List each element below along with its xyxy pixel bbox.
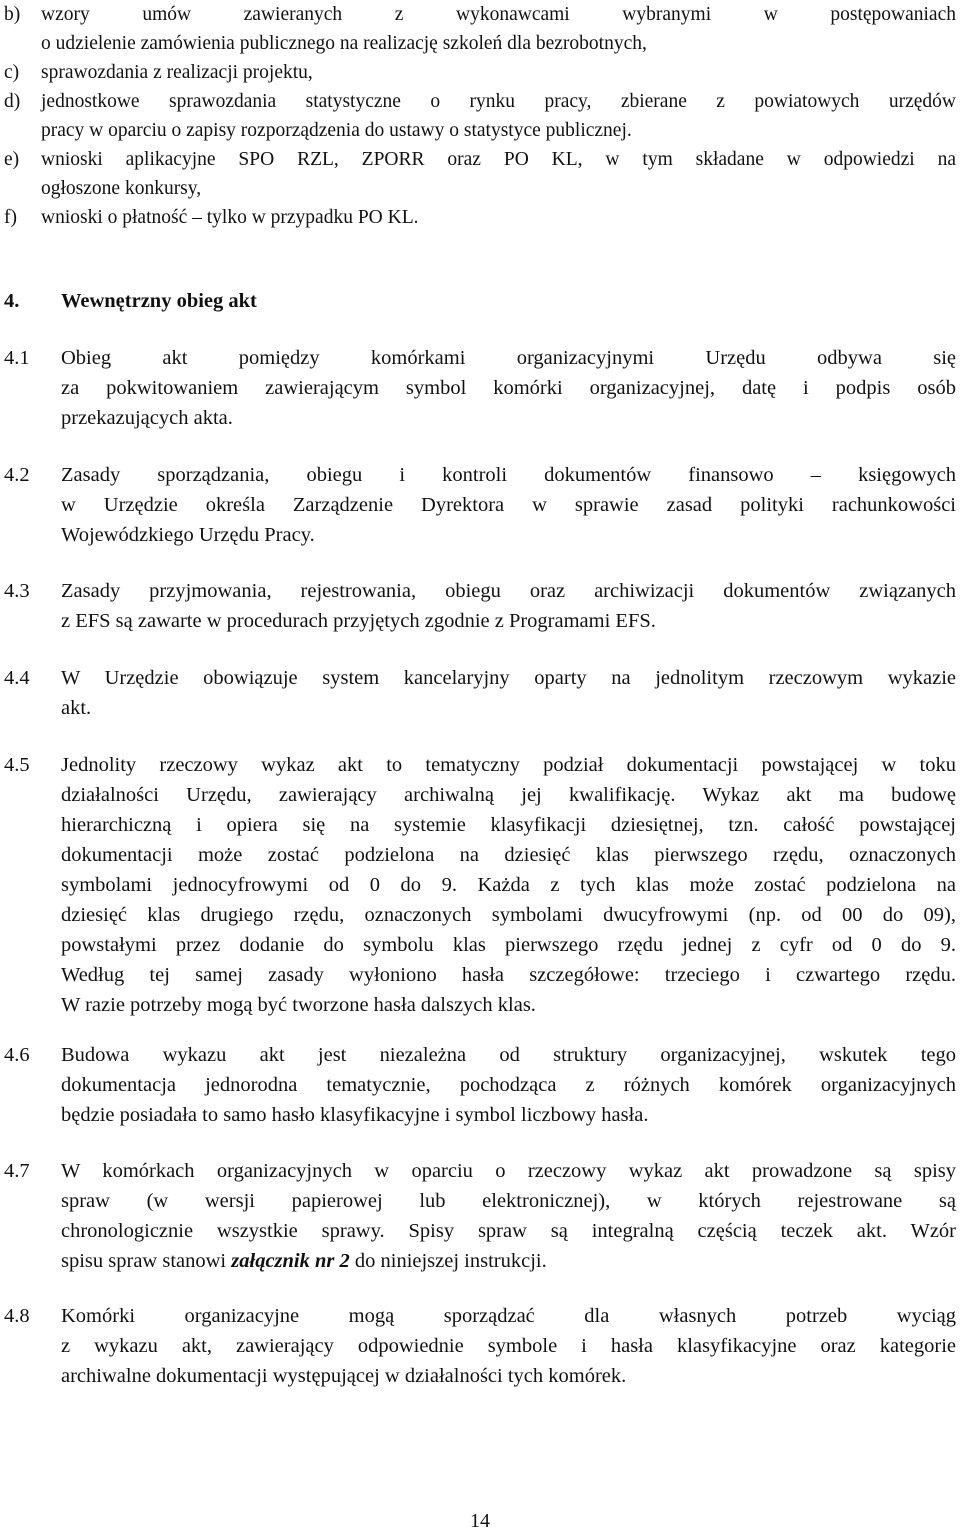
list-text-line: o udzielenie zamówienia publicznego na realizację szkoleń dla bezrobotnych, [41,33,647,54]
list-label: b) [4,4,21,25]
attachment-reference: załącznik nr 2 [231,1250,350,1272]
section-heading [4,287,257,316]
section-line: hierarchiczną i opiera się na systemie klasyfikacji dziesiętnej, tzn. całość powstającej [61,814,956,836]
lettered-list [4,0,956,232]
section-number: 4.1 [4,347,30,369]
section-line: Zasady sporządzania, obiegu i kontroli dokumentów finansowo – księgowych [61,464,956,486]
section-line: akt. [61,697,92,719]
list-label: c) [4,62,20,83]
section-line: W razie potrzeby mogą być tworzone hasła dalszych klas. [61,994,536,1016]
section-line: będzie posiadała to samo hasło klasyfikacyjne i symbol liczbowy hasła. [61,1104,649,1126]
list-label: f) [4,207,17,228]
list-label: e) [4,149,20,170]
section-heading-title: Wewnętrzny obieg akt [61,290,257,312]
list-item-f [4,203,956,232]
list-item-d [4,87,956,145]
section-line: archiwalne dokumentacji występującej w działalności tych komórek. [61,1365,627,1387]
section-line: dziesięć klas drugiego rzędu, oznaczonych symbolami dwucyfrowymi (np. od 00 do 09), [61,904,956,926]
section-4-5 [4,750,956,1020]
section-line: W Urzędzie obowiązuje system kancelaryjny oparty na jednolitym rzeczowym wykazie [61,667,956,689]
section-4-2 [4,460,956,550]
list-text-line: wnioski aplikacyjne SPO RZL, ZPORR oraz PO KL, w tym składane w odpowiedzi na [41,149,956,170]
list-text-line: jednostkowe sprawozdania statystyczne o rynku pracy, zbierane z powiatowych urzędów [41,91,956,112]
section-heading-number: 4. [4,290,20,312]
section-4-1 [4,343,956,433]
section-line: działalności Urzędu, zawierający archiwalną jej kwalifikację. Wykaz akt ma budowę [61,784,956,806]
list-text-line: sprawozdania z realizacji projektu, [41,62,313,83]
list-text-line: wnioski o płatność – tylko w przypadku PO KL. [41,207,419,228]
section-line: W komórkach organizacyjnych w oparciu o rzeczowy wykaz akt prowadzone są spisy [61,1160,956,1182]
section-line: Zasady przyjmowania, rejestrowania, obiegu oraz archiwizacji dokumentów związanych [61,580,956,602]
section-line: za pokwitowaniem zawierającym symbol komórki organizacyjnej, datę i podpis osób [61,377,956,399]
list-text-line: pracy w oparciu o zapisy rozporządzenia do ustawy o statystyce publicznej. [41,120,632,141]
section-line: symbolami jednocyfrowymi od 0 do 9. Każda z tych klas może zostać podzielona na [61,874,956,896]
section-number: 4.2 [4,464,30,486]
section-line [61,1246,956,1276]
section-number: 4.5 [4,754,30,776]
section-line: Obieg akt pomiędzy komórkami organizacyjnymi Urzędu odbywa się [61,347,956,369]
section-number: 4.7 [4,1160,30,1182]
section-4-6 [4,1040,956,1130]
section-line: powstałymi przez dodanie do symbolu klas pierwszego rzędu jednej z cyfr od 0 do 9. [61,934,956,956]
section-4-8 [4,1301,956,1391]
section-line: Wojewódzkiego Urzędu Pracy. [61,524,315,546]
list-text-line: ogłoszone konkursy, [41,178,202,199]
section-number: 4.6 [4,1044,30,1066]
section-line: dokumentacja jednorodna tematycznie, pochodząca z różnych komórek organizacyjnych [61,1074,956,1096]
section-number: 4.8 [4,1305,30,1327]
list-item-e [4,145,956,203]
section-4-4 [4,663,956,723]
section-4-3 [4,576,956,636]
list-label: d) [4,91,21,112]
section-line: dokumentacji może zostać podzielona na dziesięć klas pierwszego rzędu, oznaczonych [61,844,956,866]
page-number: 14 [470,1510,490,1532]
section-line: z wykazu akt, zawierający odpowiednie symbole i hasła klasyfikacyjne oraz kategorie [61,1335,956,1357]
list-item-c [4,58,956,87]
section-line: z EFS są zawarte w procedurach przyjętych zgodnie z Programami EFS. [61,610,656,632]
section-number: 4.3 [4,580,30,602]
list-item-b [4,0,956,58]
section-4-7 [4,1156,956,1276]
section-line: przekazujących akta. [61,407,233,429]
section-line-suffix: do niniejszej instrukcji. [349,1250,547,1272]
section-line: w Urzędzie określa Zarządzenie Dyrektora w sprawie zasad polityki rachunkowości [61,494,956,516]
section-line: Według tej samej zasady wyłoniono hasła szczegółowe: trzeciego i czwartego rzędu. [61,964,956,986]
section-number: 4.4 [4,667,30,689]
list-text-line: wzory umów zawieranych z wykonawcami wybranymi w postępowaniach [41,4,956,25]
section-line: Jednolity rzeczowy wykaz akt to tematyczny podział dokumentacji powstającej w toku [61,754,956,776]
section-line: Budowa wykazu akt jest niezależna od struktury organizacyjnej, wskutek tego [61,1044,956,1066]
section-line: Komórki organizacyjne mogą sporządzać dla własnych potrzeb wyciąg [61,1305,956,1327]
section-line: chronologicznie wszystkie sprawy. Spisy spraw są integralną częścią teczek akt. Wzór [61,1220,956,1242]
section-line-prefix: spisu spraw stanowi [61,1250,232,1272]
section-line: spraw (w wersji papierowej lub elektronicznej), w których rejestrowane są [61,1190,956,1212]
